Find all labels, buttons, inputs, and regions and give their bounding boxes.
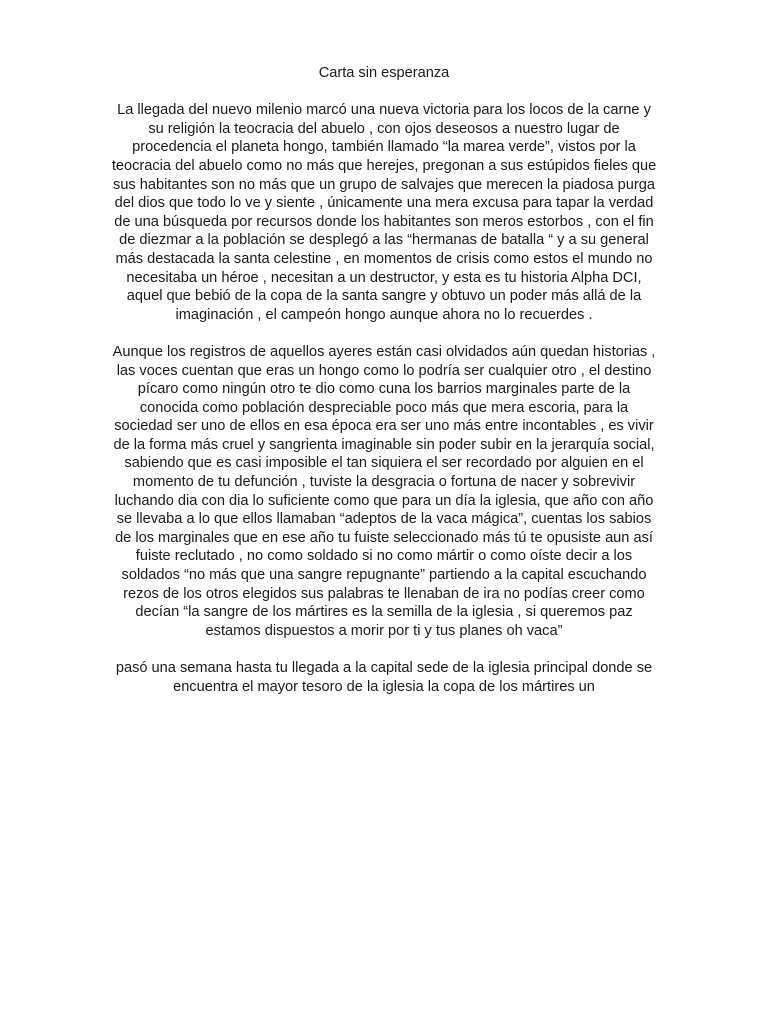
text-line: imaginación , el campeón hongo aunque ahora no lo recuerdes .	[175, 306, 593, 323]
paragraph-2	[92, 343, 676, 641]
text-line: momento de tu defunción , tuviste la desgracia o fortuna de nacer y sobrevivir	[132, 474, 636, 491]
text-line: se llevaba a lo que ellos llamaban “adeptos de la vaca mágica”, cuentas los sabios	[116, 511, 652, 528]
text-line: procedencia el planeta hongo, también llamado “la marea verde”, vistos por la	[132, 139, 636, 156]
text-line: necesitaba un héroe , necesitan a un destructor, y esta es tu historia Alpha DCI,	[126, 269, 642, 286]
text-line: La llegada del nuevo milenio marcó una nueva victoria para los locos de la carne y	[117, 102, 651, 119]
text-line: sus habitantes son no más que un grupo de salvajes que merecen la piadosa purga	[113, 176, 655, 193]
paragraph-1	[92, 101, 676, 324]
text-line: de los marginales que en ese año tu fuiste seleccionado más tú te opusiste aun así	[115, 529, 653, 546]
text-line: pasó una semana hasta tu llegada a la capital sede de la iglesia principal donde se	[115, 660, 653, 676]
text-line: luchando dia con dia lo suficiente como que para un día la iglesia, que año con año	[114, 492, 654, 509]
document-page	[92, 64, 676, 715]
text-line: de una búsqueda por recursos donde los habitantes son meros estorbos , con el fin	[114, 213, 654, 230]
text-line: soldados “no más que una sangre repugnante” partiendo a la capital escuchando	[121, 567, 647, 584]
paragraph-3	[92, 659, 676, 696]
text-line: su religión la teocracia del abuelo , con ojos deseosos a nuestro lugar de	[148, 120, 620, 137]
text-line: las voces cuentan que eras un hongo como lo podría ser cualquier otro , el destino	[116, 362, 652, 379]
text-line: conocida como población despreciable poco más que mera escoria, para la	[139, 399, 629, 416]
text-line: sociedad ser uno de ellos en esa época era ser uno más entre incontables , es vivir	[114, 418, 654, 435]
document-title: Carta sin esperanza	[318, 65, 450, 81]
text-line: aquel que bebió de la copa de la santa sangre y obtuvo un poder más allá de la	[126, 288, 642, 305]
text-line: sabiendo que es casi imposible el tan siquiera el ser recordado por alguien en el	[124, 455, 644, 472]
text-line: decían “la sangre de los mártires es la semilla de la iglesia , si queremos paz	[135, 604, 633, 621]
text-line: estamos dispuestos a morir por ti y tus planes oh vaca”	[205, 622, 563, 639]
text-line: de la forma más cruel y sangrienta imaginable sin poder subir en la jerarquía social,	[113, 436, 655, 453]
text-line: teocracia del abuelo como no más que herejes, pregonan a sus estúpidos fieles que	[111, 157, 657, 174]
text-line: encuentra el mayor tesoro de la iglesia la copa de los mártires un	[173, 678, 595, 695]
text-line: más destacada la santa celestine , en momentos de crisis como estos el mundo no	[115, 250, 653, 267]
text-line: de diezmar a la población se desplegó a las “hermanas de batalla “ y a su general	[119, 232, 649, 249]
text-line: rezos de los otros elegidos sus palabras te llenaban de ira no podías creer como	[123, 585, 645, 602]
text-line: pícaro como ningún otro te dio como cuna los barrios marginales parte de la	[137, 381, 631, 398]
text-line: fuiste reclutado , no como soldado si no como mártir o como oíste decir a los	[135, 548, 633, 565]
text-line: del dios que todo lo ve y siente , únicamente una mera excusa para tapar la verdad	[114, 195, 654, 212]
text-line: Aunque los registros de aquellos ayeres están casi olvidados aún quedan historias ,	[112, 343, 656, 360]
